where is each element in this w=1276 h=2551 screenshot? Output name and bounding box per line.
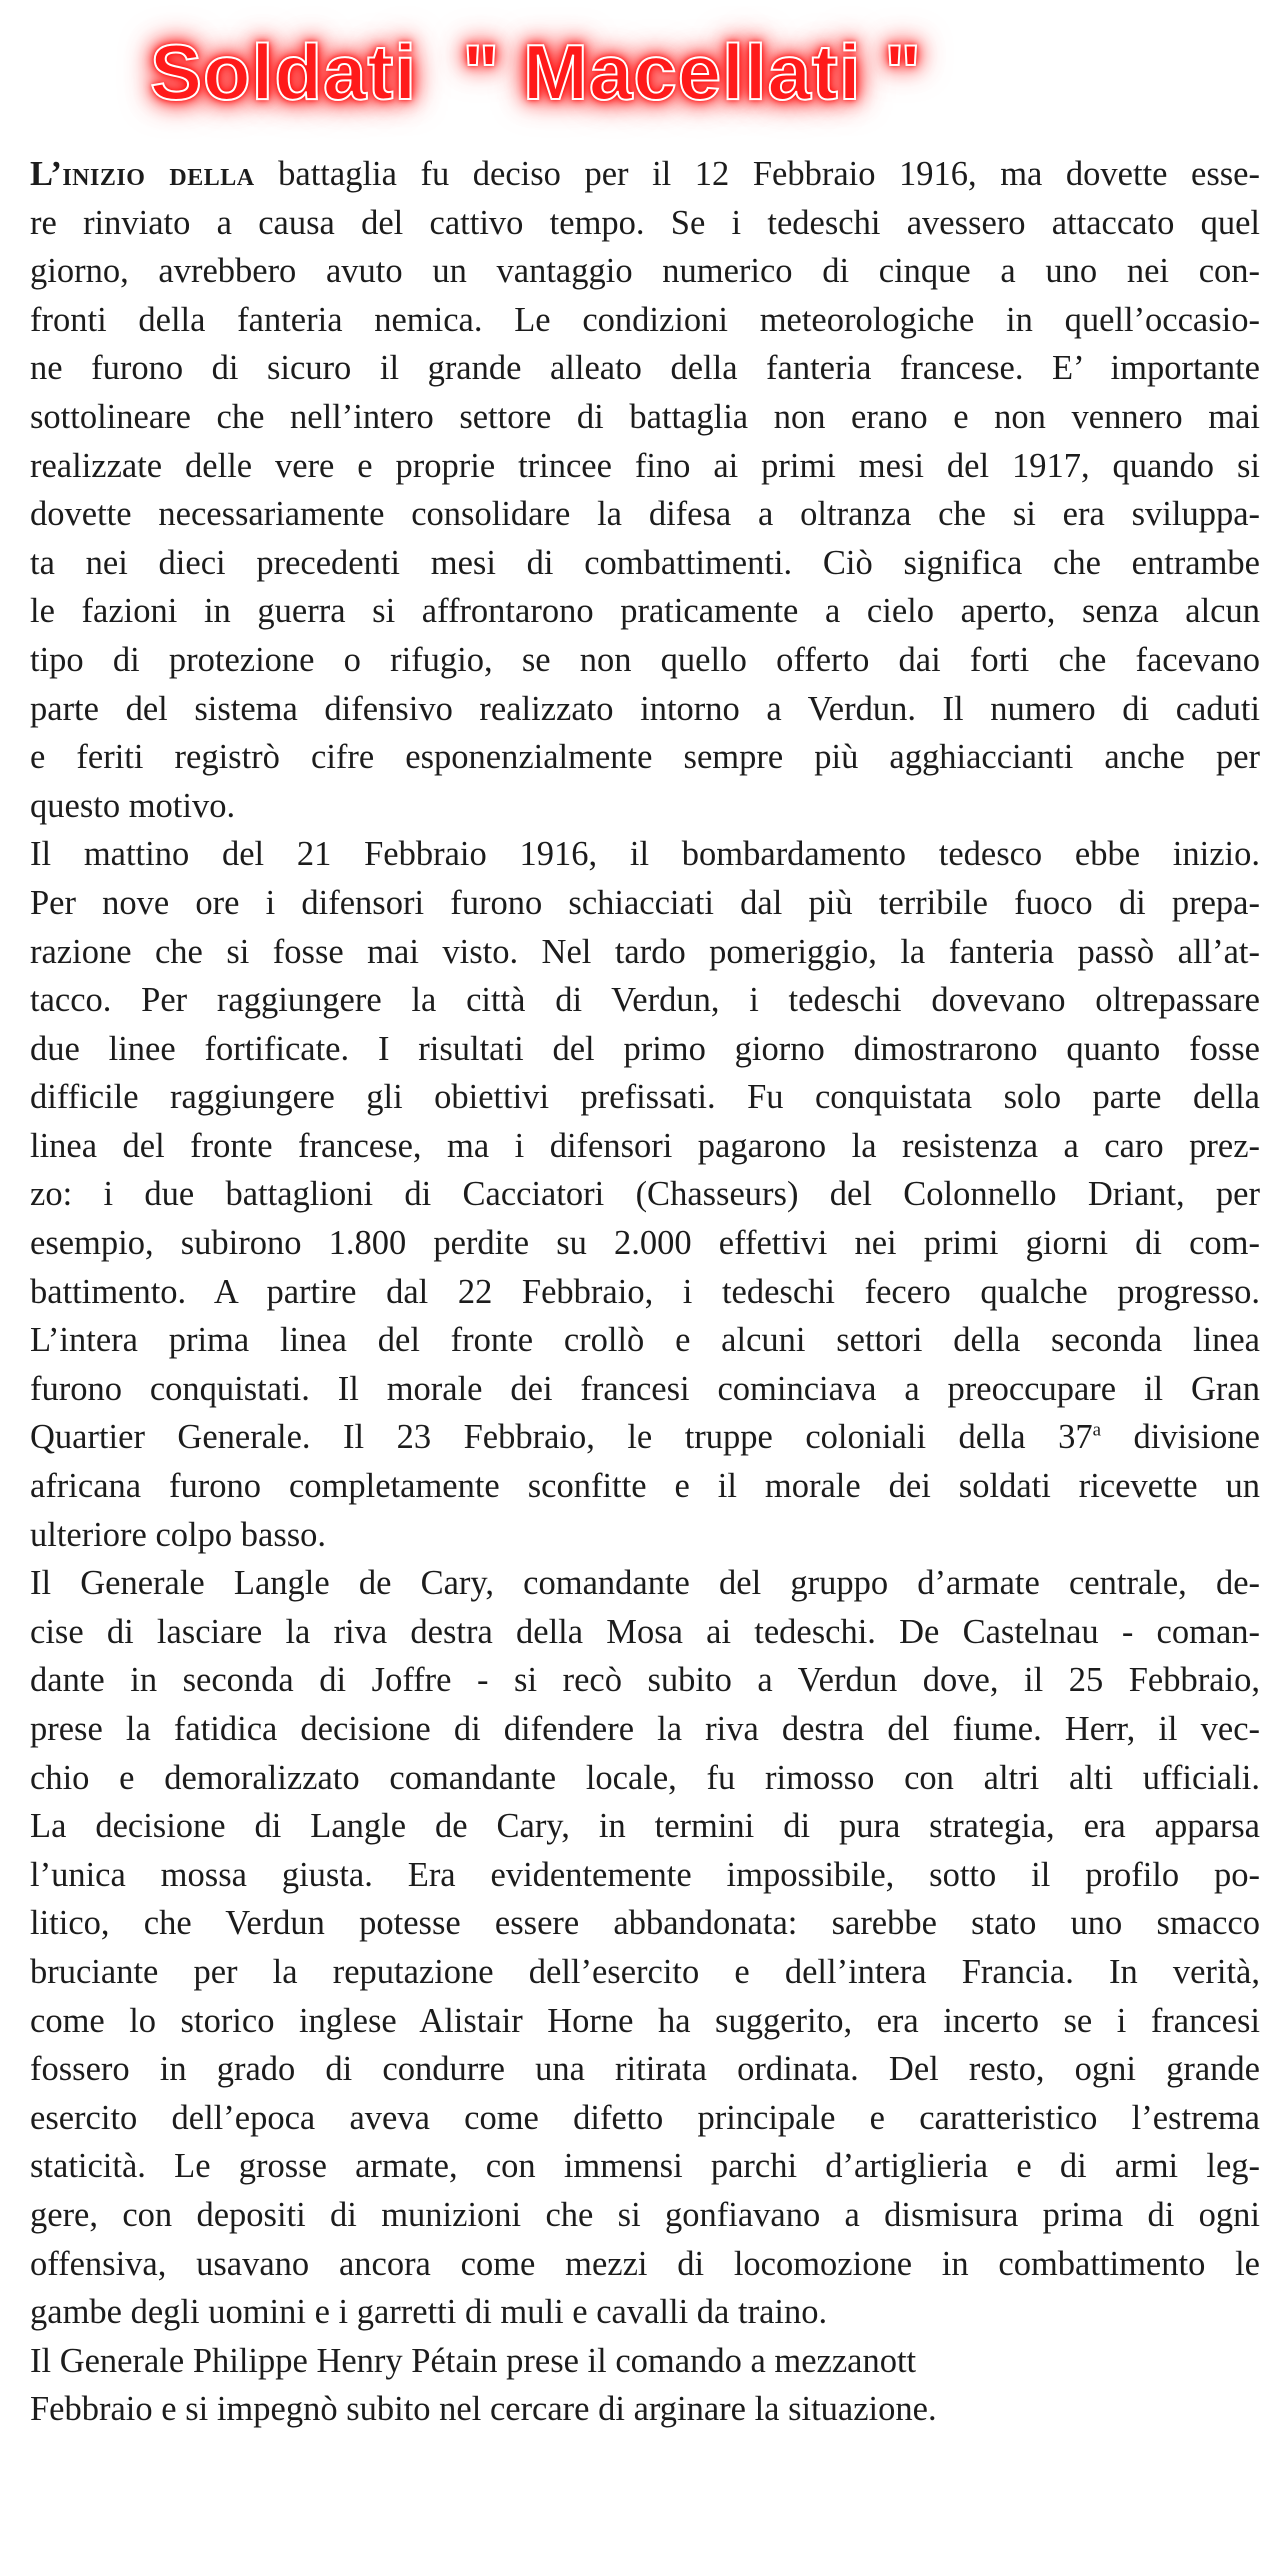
text-line <box>30 1268 1260 1317</box>
text-line <box>30 1948 1260 1997</box>
line-text: zo: i due battaglioni di Cacciatori (Chasseurs) del Colonnello Driant, per <box>30 1175 1260 1214</box>
text-line <box>30 733 1260 782</box>
text-line <box>30 879 1260 928</box>
paragraph <box>30 150 1260 830</box>
text-line <box>30 539 1260 588</box>
line-text: dovette necessariamente consolidare la difesa a oltranza che si era sviluppa- <box>30 495 1260 534</box>
text-line <box>30 782 1260 831</box>
text-line <box>30 393 1260 442</box>
line-text: ulteriore colpo basso. <box>30 1515 327 1554</box>
text-line <box>30 1316 1260 1365</box>
text-line <box>30 2142 1260 2191</box>
text-line <box>30 296 1260 345</box>
text-line <box>30 928 1260 977</box>
text-line <box>30 1851 1260 1900</box>
text-line <box>30 1705 1260 1754</box>
line-text: battimento. A partire dal 22 Febbraio, i tedeschi fecero qualche progresso. <box>30 1272 1260 1311</box>
line-text: fossero in grado di condurre una ritirata ordinata. Del resto, ogni grande <box>30 2050 1260 2089</box>
line-text: Il Generale Langle de Cary, comandante del gruppo d’armate centrale, de- <box>30 1564 1260 1603</box>
text-line <box>30 1365 1260 1414</box>
text-line <box>30 1656 1260 1705</box>
text-line <box>30 1559 1260 1608</box>
line-text: dante in seconda di Joffre - si recò subito a Verdun dove, il 25 Febbraio, <box>30 1661 1260 1700</box>
text-line <box>30 1511 1260 1560</box>
text-line <box>30 1462 1260 1511</box>
line-text: re rinviato a causa del cattivo tempo. Se i tedeschi avessero attaccato quel <box>30 203 1260 242</box>
line-text: L’intera prima linea del fronte crollò e alcuni settori della seconda linea <box>30 1321 1260 1360</box>
line-text: come lo storico inglese Alistair Horne ha suggerito, era incerto se i francesi <box>30 2001 1260 2040</box>
line-text: Quartier Generale. Il 23 Febbraio, le truppe coloniali della 37 <box>30 1418 1093 1457</box>
line-text: esercito dell’epoca aveva come difetto principale e caratteristico l’estrema <box>30 2098 1260 2137</box>
ordinal-superscript: a <box>1092 1419 1102 1441</box>
line-text: questo motivo. <box>30 786 236 825</box>
text-line <box>30 830 1260 879</box>
line-text: litico, che Verdun potesse essere abbandonata: sarebbe stato uno smacco <box>30 1904 1260 1943</box>
line-text: staticità. Le grosse armate, con immensi parchi d’artiglieria e di armi leg- <box>30 2147 1260 2186</box>
page-title: Soldati " Macellati " <box>150 28 923 116</box>
text-line <box>30 1025 1260 1074</box>
line-text: battaglia fu deciso per il 12 Febbraio 1916, ma dovette esse- <box>254 155 1260 193</box>
line-text: e feriti registrò cifre esponenzialmente sempre più agghiaccianti anche per <box>30 738 1260 777</box>
line-text: realizzate delle vere e proprie trincee fino ai primi mesi del 1917, quando si <box>30 446 1260 485</box>
line-text: La decisione di Langle de Cary, in termini di pura strategia, era apparsa <box>30 1807 1260 1846</box>
drop-lead-in: L’inizio della <box>30 155 255 193</box>
paragraph <box>30 1559 1260 2337</box>
line-text: difficile raggiungere gli obiettivi prefissati. Fu conquistata solo parte della <box>30 1078 1260 1117</box>
text-line <box>30 2240 1260 2289</box>
line-text: due linee fortificate. I risultati del primo giorno dimostrarono quanto fosse <box>30 1029 1260 1068</box>
line-text: chio e demoralizzato comandante locale, fu rimosso con altri alti ufficiali. <box>30 1758 1260 1797</box>
line-text: Il mattino del 21 Febbraio 1916, il bombardamento tedesco ebbe inizio. <box>30 835 1260 874</box>
text-line <box>30 2045 1260 2094</box>
paragraph <box>30 2337 1260 2434</box>
text-line <box>30 1219 1260 1268</box>
text-line <box>30 199 1260 248</box>
text-line <box>30 2191 1260 2240</box>
line-text: gambe degli uomini e i garretti di muli e cavalli da traino. <box>30 2293 828 2332</box>
line-text: gere, con depositi di munizioni che si gonfiavano a dismisura prima di ogni <box>30 2195 1260 2234</box>
text-line <box>30 1073 1260 1122</box>
text-line <box>30 685 1260 734</box>
text-line <box>30 1608 1260 1657</box>
text-line <box>30 490 1260 539</box>
paragraph <box>30 830 1260 1559</box>
line-text: furono conquistati. Il morale dei francesi cominciava a preoccupare il Gran <box>30 1369 1260 1408</box>
article-body <box>30 150 1260 2434</box>
line-text: le fazioni in guerra si affrontarono praticamente a cielo aperto, senza alcun <box>30 592 1260 631</box>
text-line <box>30 976 1260 1025</box>
text-line <box>30 1997 1260 2046</box>
text-line <box>30 1899 1260 1948</box>
line-text: bruciante per la reputazione dell’esercito e dell’intera Francia. In verità, <box>30 1952 1260 1991</box>
text-line <box>30 2288 1260 2337</box>
text-line <box>30 442 1260 491</box>
line-text: tipo di protezione o rifugio, se non quello offerto dai forti che facevano <box>30 640 1260 679</box>
text-line <box>30 2385 1260 2434</box>
line-text: prese la fatidica decisione di difendere la riva destra del fiume. Herr, il vec- <box>30 1710 1260 1748</box>
line-text: offensiva, usavano ancora come mezzi di locomozione in combattimento le <box>30 2244 1260 2283</box>
line-text: ne furono di sicuro il grande alleato della fanteria francese. E’ importante <box>30 349 1260 388</box>
text-line <box>30 247 1260 296</box>
line-text: tacco. Per raggiungere la città di Verdun, i tedeschi dovevano oltrepassare <box>30 981 1260 1020</box>
line-text: Febbraio e si impegnò subito nel cercare di arginare la situazione. <box>30 2390 937 2429</box>
line-text: africana furono completamente sconfitte e il morale dei soldati ricevette un <box>30 1467 1260 1506</box>
line-text: esempio, subirono 1.800 perdite su 2.000 effettivi nei primi giorni di com- <box>30 1224 1260 1263</box>
line-text: Il Generale Philippe Henry Pétain prese il comando a mezzanott <box>30 2341 917 2380</box>
text-line <box>30 150 1260 199</box>
text-line <box>30 2094 1260 2143</box>
line-text: sottolineare che nell’intero settore di battaglia non erano e non vennero mai <box>30 397 1260 436</box>
text-line <box>30 587 1260 636</box>
line-text: parte del sistema difensivo realizzato intorno a Verdun. Il numero di caduti <box>30 689 1260 728</box>
text-line <box>30 1413 1260 1462</box>
line-text-continued: divisione <box>1101 1418 1260 1457</box>
text-line <box>30 1170 1260 1219</box>
line-text: razione che si fosse mai visto. Nel tardo pomeriggio, la fanteria passò all’at- <box>30 932 1260 971</box>
text-line <box>30 636 1260 685</box>
line-text: l’unica mossa giusta. Era evidentemente impossibile, sotto il profilo po- <box>30 1855 1260 1894</box>
line-text: linea del fronte francese, ma i difensori pagarono la resistenza a caro prez- <box>30 1126 1260 1165</box>
text-line <box>30 1754 1260 1803</box>
text-line <box>30 344 1260 393</box>
line-text: ta nei dieci precedenti mesi di combattimenti. Ciò significa che entrambe <box>30 543 1260 582</box>
text-line <box>30 1802 1260 1851</box>
line-text: fronti della fanteria nemica. Le condizioni meteorologiche in quell’occasio- <box>30 300 1260 339</box>
line-text: cise di lasciare la riva destra della Mosa ai tedeschi. De Castelnau - coman- <box>30 1612 1260 1651</box>
text-line <box>30 2337 1260 2386</box>
text-line <box>30 1122 1260 1171</box>
line-text: giorno, avrebbero avuto un vantaggio numerico di cinque a uno nei con- <box>30 252 1260 291</box>
line-text: Per nove ore i difensori furono schiacciati dal più terribile fuoco di prepa- <box>30 883 1260 922</box>
